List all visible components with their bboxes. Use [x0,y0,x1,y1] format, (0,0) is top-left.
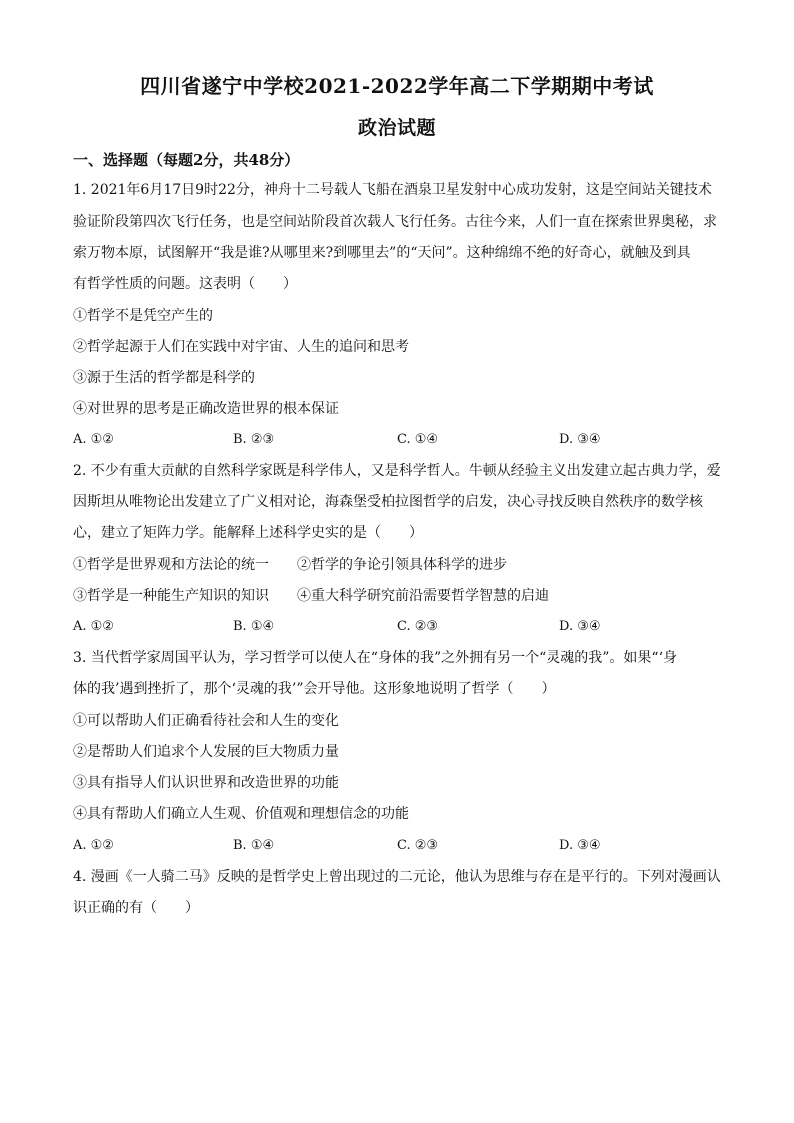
option-b[interactable]: B. ②③ [233,432,275,447]
option-c[interactable]: C. ①④ [397,432,439,447]
question-3-statement-2: ②是帮助人们追求个人发展的巨大物质力量 [73,744,339,760]
question-1-line-1: 1. 2021年6月17日9时22分，神舟十二号载人飞船在酒泉卫星发射中心成功发射，这是空间站关键技术 [73,182,712,198]
option-a[interactable]: A. ①② [73,432,114,447]
option-d[interactable]: D. ③④ [559,619,601,634]
question-2-statement-2: ③哲学是一种能生产知识的知识 ④重大科学研究前沿需要哲学智慧的启迪 [73,588,549,604]
question-1-statement-4: ④对世界的思考是正确改造世界的根本保证 [73,401,339,417]
option-d[interactable]: D. ③④ [559,432,601,447]
option-c[interactable]: C. ②③ [397,619,439,634]
option-b[interactable]: B. ①④ [233,619,275,634]
question-3-statement-1: ①可以帮助人们正确看待社会和人生的变化 [73,713,339,729]
option-b[interactable]: B. ①④ [233,838,275,853]
question-1-line-2: 验证阶段第四次飞行任务，也是空间站阶段首次载人飞行任务。古往今来，人们一直在探索世界奥秘，求 [73,214,717,230]
question-1-statement-2: ②哲学起源于人们在实践中对宇宙、人生的追问和思考 [73,339,409,355]
question-2-line-2: 因斯坦从唯物论出发建立了广义相对论，海森堡受柏拉图哲学的启发，决心寻找反映自然秩序的数学核 [73,494,703,510]
option-a[interactable]: A. ①② [73,619,114,634]
option-d[interactable]: D. ③④ [559,838,601,853]
question-2-statement-1: ①哲学是世界观和方法论的统一 ②哲学的争论引领具体科学的进步 [73,557,507,573]
question-4-line-2: 识正确的有（ ） [73,900,199,916]
option-a[interactable]: A. ①② [73,838,114,853]
question-1-line-3: 索万物本原，试图解开“我是谁?从哪里来?到哪里去”的“天问”。这种绵绵不绝的好奇心，就触及到具 [73,245,691,261]
question-2-line-3: 心，建立了矩阵力学。能解释上述科学史实的是（ ） [73,525,423,541]
question-2-line-1: 2. 不少有重大贡献的自然科学家既是科学伟人，又是科学哲人。牛顿从经验主义出发建立起古典力学，爱 [73,463,721,479]
section-heading: 一、选择题（每题2分，共48分） [73,151,300,169]
question-1-statement-1: ①哲学不是凭空产生的 [73,308,213,324]
question-3-statement-4: ④具有帮助人们确立人生观、价值观和理想信念的功能 [73,806,409,822]
question-3-line-2: 体的我’遇到挫折了，那个‘灵魂的我’”会开导他。这形象地说明了哲学（ ） [73,681,556,697]
question-3-line-1: 3. 当代哲学家周国平认为，学习哲学可以使人在“身体的我”之外拥有另一个“灵魂的我”。如果“‘身 [73,650,678,666]
exam-title: 四川省遂宁中学校2021-2022学年高二下学期期中考试 [140,74,654,98]
question-1-statement-3: ③源于生活的哲学都是科学的 [73,370,255,386]
option-c[interactable]: C. ②③ [397,838,439,853]
exam-subtitle: 政治试题 [357,117,436,139]
question-1-line-4: 有哲学性质的问题。这表明（ ） [73,276,297,292]
question-4-line-1: 4. 漫画《一人骑二马》反映的是哲学史上曾出现过的二元论，他认为思维与存在是平行的。下列对漫画认 [73,869,721,885]
question-3-statement-3: ③具有指导人们认识世界和改造世界的功能 [73,775,339,791]
